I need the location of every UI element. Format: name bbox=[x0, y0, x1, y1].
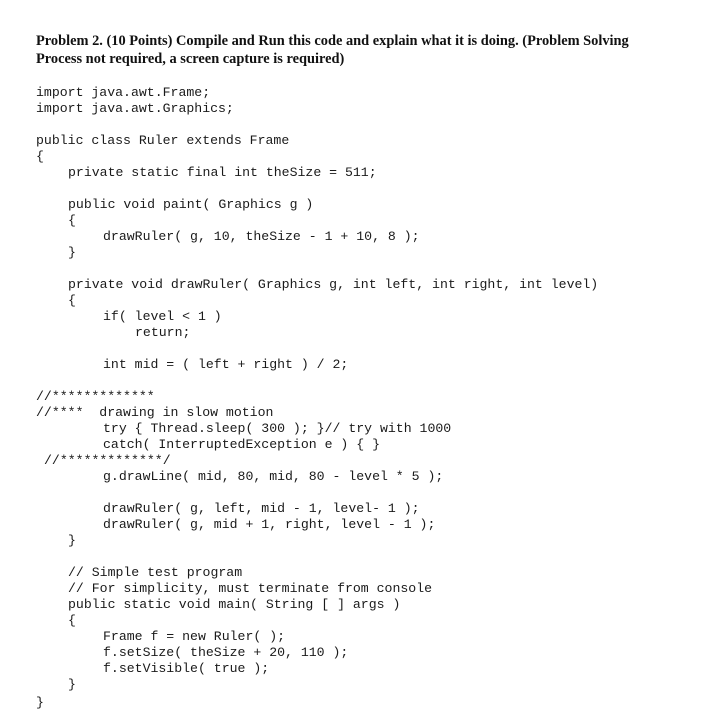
code-line: import java.awt.Frame; bbox=[36, 85, 211, 100]
code-line: Frame f = new Ruler( ); bbox=[103, 629, 286, 644]
code-comment: //**** drawing in slow motion bbox=[36, 405, 274, 420]
code-line: { bbox=[68, 293, 76, 308]
code-line: f.setVisible( true ); bbox=[103, 661, 270, 676]
code-line: drawRuler( g, left, mid - 1, level- 1 ); bbox=[103, 501, 420, 516]
code-line: } bbox=[36, 695, 44, 710]
code-line: } bbox=[68, 677, 76, 692]
code-line: private static final int theSize = 511; bbox=[68, 165, 377, 180]
code-comment: // Simple test program bbox=[68, 565, 243, 580]
code-line: public static void main( String [ ] args ) bbox=[68, 597, 401, 612]
code-line: { bbox=[36, 149, 44, 164]
code-line: public class Ruler extends Frame bbox=[36, 133, 290, 148]
code-line: } bbox=[68, 533, 76, 548]
code-line: import java.awt.Graphics; bbox=[36, 101, 234, 116]
code-comment: //*************/ bbox=[44, 453, 171, 468]
code-comment: // For simplicity, must terminate from console bbox=[68, 581, 433, 596]
code-line: if( level < 1 ) bbox=[103, 309, 222, 324]
code-line: private void drawRuler( Graphics g, int left, int right, int level) bbox=[68, 277, 599, 292]
code-line: public void paint( Graphics g ) bbox=[68, 197, 314, 212]
code-line: g.drawLine( mid, 80, mid, 80 - level * 5 ); bbox=[103, 469, 444, 484]
code-line: } bbox=[68, 245, 76, 260]
code-line: { bbox=[68, 213, 76, 228]
problem-heading-line-1: Problem 2. (10 Points) Compile and Run this code and explain what it is doing. (Problem Solving bbox=[36, 33, 629, 49]
code-comment: //************* bbox=[36, 389, 155, 404]
code-line: f.setSize( theSize + 20, 110 ); bbox=[103, 645, 349, 660]
code-line: int mid = ( left + right ) / 2; bbox=[103, 357, 349, 372]
code-line: try { Thread.sleep( 300 ); }// try with 1000 bbox=[103, 421, 452, 436]
code-line: catch( InterruptedException e ) { } bbox=[103, 437, 380, 452]
code-line: drawRuler( g, mid + 1, right, level - 1 ); bbox=[103, 517, 436, 532]
code-line: { bbox=[68, 613, 76, 628]
code-line: drawRuler( g, 10, theSize - 1 + 10, 8 ); bbox=[103, 229, 420, 244]
code-line: return; bbox=[135, 325, 191, 340]
problem-heading-line-2: Process not required, a screen capture is required) bbox=[36, 51, 345, 67]
